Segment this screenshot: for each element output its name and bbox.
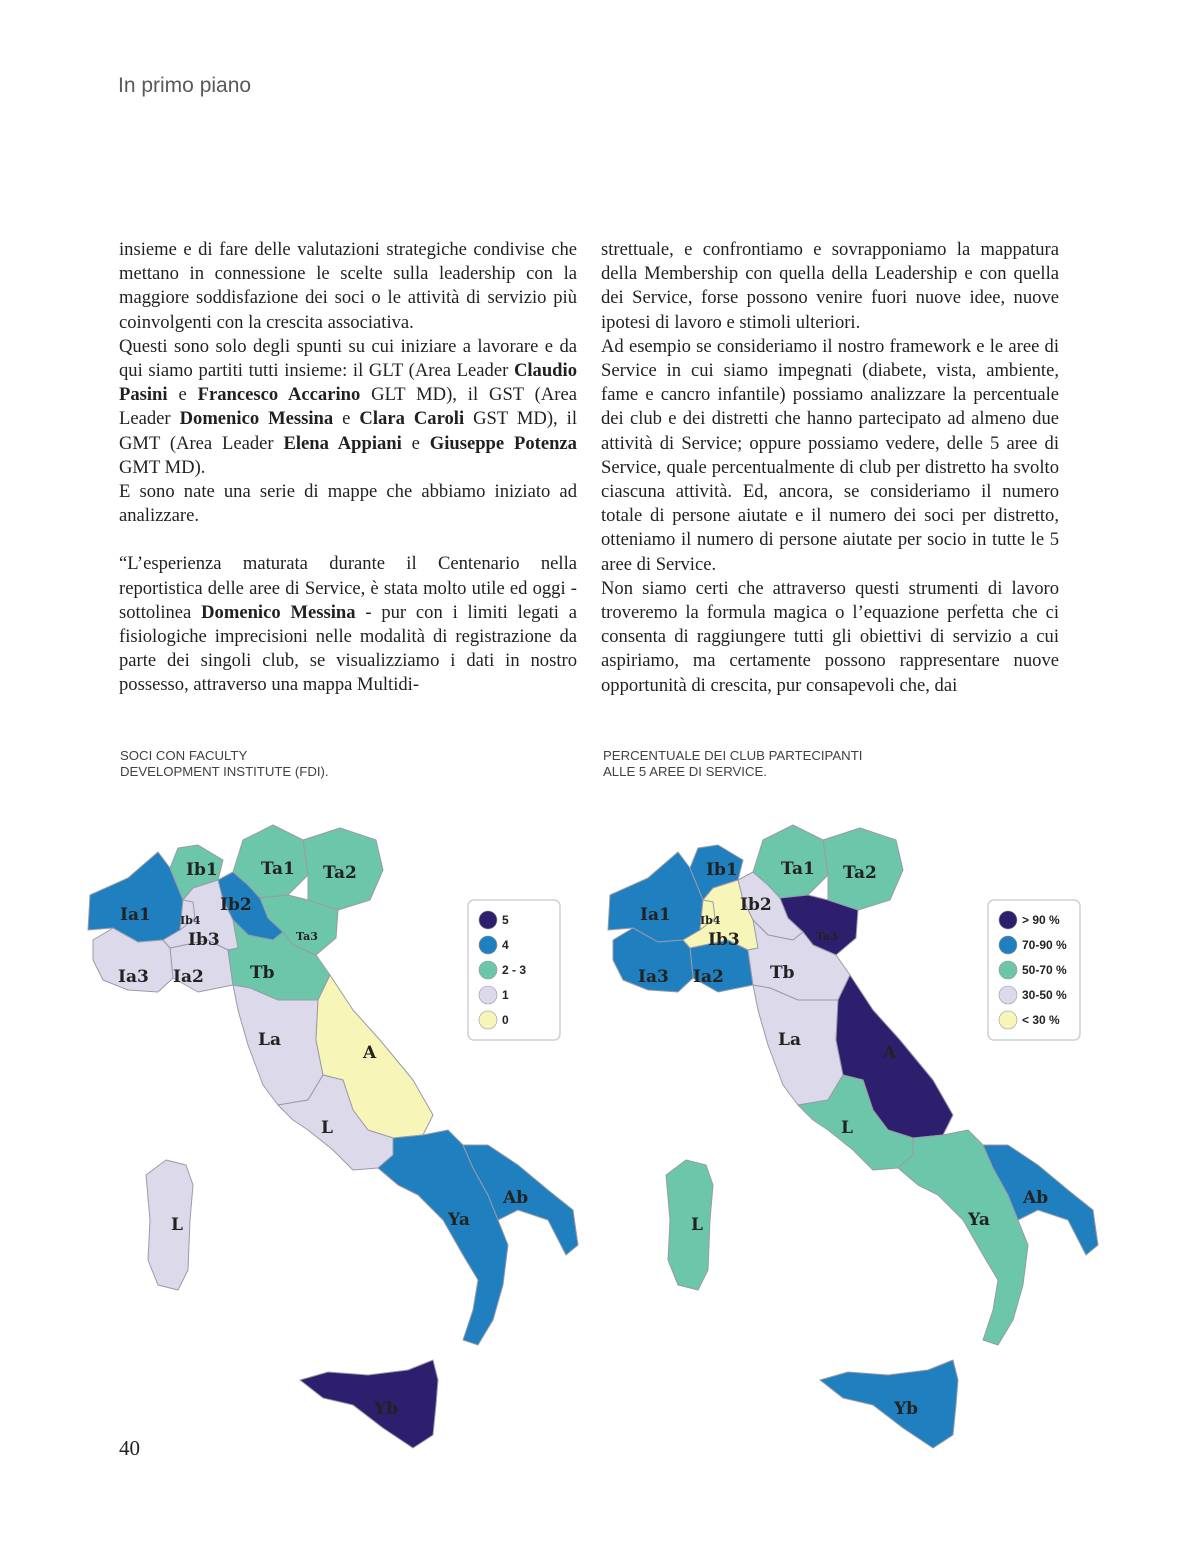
map-caption-right: PERCENTUALE DEI CLUB PARTECIPANTI ALLE 5 AREE DI SERVICE. [603, 748, 863, 779]
region-label: Ia3 [638, 967, 669, 987]
legend-label: 30-50 % [1022, 988, 1067, 1002]
region-label: Ta3 [816, 930, 838, 943]
legend-label: < 30 % [1022, 1013, 1060, 1027]
legend-swatch [479, 911, 497, 929]
italy-map [598, 800, 1118, 1480]
region-label: Ia1 [120, 905, 151, 925]
region-label: Ta2 [323, 863, 357, 883]
legend-label: 70-90 % [1022, 938, 1067, 952]
region-label: Ya [968, 1210, 990, 1230]
legend-label: 0 [502, 1013, 509, 1027]
region-label: Ia1 [640, 905, 671, 925]
region-label: Ib4 [700, 914, 721, 927]
region-label: Tb [770, 963, 795, 983]
article-column-left [119, 238, 577, 698]
legend-swatch [479, 961, 497, 979]
region-label: La [258, 1030, 281, 1050]
region-label: L [171, 1215, 183, 1235]
region-label: Ab [1023, 1188, 1049, 1208]
region-label: La [778, 1030, 801, 1050]
region-label: Ta1 [781, 859, 815, 879]
region-label: L [691, 1215, 703, 1235]
legend-swatch [999, 986, 1017, 1004]
legend-swatch [999, 936, 1017, 954]
region-label: Ia2 [693, 967, 724, 987]
region-ia1 [608, 852, 703, 942]
region-label: Ab [503, 1188, 529, 1208]
map-caption-left: SOCI CON FACULTY DEVELOPMENT INSTITUTE (FDI). [120, 748, 329, 779]
legend-label: > 90 % [1022, 913, 1060, 927]
map-fdi-members [78, 800, 598, 1480]
region-label: Ia2 [173, 967, 204, 987]
region-label: Yb [894, 1399, 919, 1419]
legend-swatch [999, 961, 1017, 979]
paragraph: Questi sono solo degli spunti su cui iniziare a lavorare e da qui siamo partiti tutti insieme: il GLT (Area Leader Claudio Pasini e Francesco Accarino GLT MD), il GST (Area Leader Domenico Messina e Clara Caroli GST MD), il GMT (Area Leader Elena Appiani e Giuseppe Potenza GMT MD). [119, 335, 578, 478]
region-label: Ia3 [118, 967, 149, 987]
page-number: 40 [119, 1436, 140, 1460]
legend-swatch [479, 936, 497, 954]
region-ia1 [88, 852, 183, 942]
legend-swatch [999, 911, 1017, 929]
region-l [146, 1160, 193, 1290]
paragraph: Ad esempio se consideriamo il nostro framework e le aree di Service in cui siamo impegnati (diabete, vista, ambiente, fame e cancro infantile) possiamo analizzare la percentuale dei club e dei distretti che hanno partecipato ad almeno due attività di Service; oppure possiamo vedere, delle 5 aree di Service, quale percentualmente di club per distretto ha svolto ciascuna attività. Ed, ancora, se consideriamo il numero totale di persone aiutate e il numero dei soci per distretto, otteniamo il numero di persone aiutate per socio in tutte le 5 aree di Service. [601, 335, 1059, 575]
region-label: Yb [374, 1399, 399, 1419]
region-yb [300, 1360, 438, 1448]
region-label: Ib2 [740, 895, 772, 915]
region-label: Ib3 [188, 930, 220, 950]
legend-label: 1 [502, 988, 509, 1002]
legend-swatch [479, 1011, 497, 1029]
region-l [666, 1160, 713, 1290]
region-label: L [321, 1118, 333, 1138]
italy-map [78, 800, 598, 1480]
section-title: In primo piano [118, 74, 252, 97]
paragraph: E sono nate una serie di mappe che abbiamo iniziato ad analizzare. [119, 481, 577, 527]
region-label: Ta1 [261, 859, 295, 879]
legend-swatch [479, 986, 497, 1004]
legend-label: 50-70 % [1022, 963, 1067, 977]
region-label: Ib3 [708, 930, 740, 950]
region-label: L [841, 1118, 853, 1138]
legend-label: 4 [502, 938, 509, 952]
paragraph: strettuale, e confrontiamo e sovrapponiamo la mappatura della Membership con quella della Leadership e con quella dei Service, forse possono venire fuori nuove idee, nuove ipotesi di lavoro e stimoli ulteriori. [601, 239, 1059, 333]
region-label: Ib4 [180, 914, 201, 927]
region-label: Ib1 [706, 860, 738, 880]
region-label: Tb [250, 963, 275, 983]
legend-label: 5 [502, 913, 509, 927]
region-label: Ya [448, 1210, 470, 1230]
region-yb [820, 1360, 958, 1448]
region-label: Ib2 [220, 895, 252, 915]
paragraph: “L’esperienza maturata durante il Centenario nella reportistica delle aree di Service, è stata molto utile ed oggi - sottolinea Domenico Messina - pur con i limiti legati a fisiologiche imprecisioni nelle modalità di registrazione da parte dei singoli club, se visualizziamo i dati in nostro possesso, attraverso una mappa Multidi- [119, 553, 578, 696]
article-column-right [601, 238, 1059, 698]
map-service-participation [598, 800, 1118, 1480]
legend-label: 2 - 3 [502, 963, 527, 977]
region-label: Ib1 [186, 860, 218, 880]
legend-swatch [999, 1011, 1017, 1029]
paragraph: insieme e di fare delle valutazioni strategiche condivise che mettano in connessione le scelte sulla leadership con la maggiore soddisfazione dei soci o le attività di servizio più coinvolgenti con la crescita associativa. [119, 239, 577, 333]
region-label: Ta2 [843, 863, 877, 883]
region-label: A [883, 1043, 897, 1063]
paragraph: Non siamo certi che attraverso questi strumenti di lavoro troveremo la formula magica o l’equazione perfetta che ci consenta di raggiungere tutti gli obiettivi di servizio a cui aspiriamo, ma certamente possono rappresentare nuove opportunità di crescita, pur consapevoli che, dai [601, 577, 1059, 696]
region-label: A [363, 1043, 377, 1063]
region-label: Ta3 [296, 930, 318, 943]
